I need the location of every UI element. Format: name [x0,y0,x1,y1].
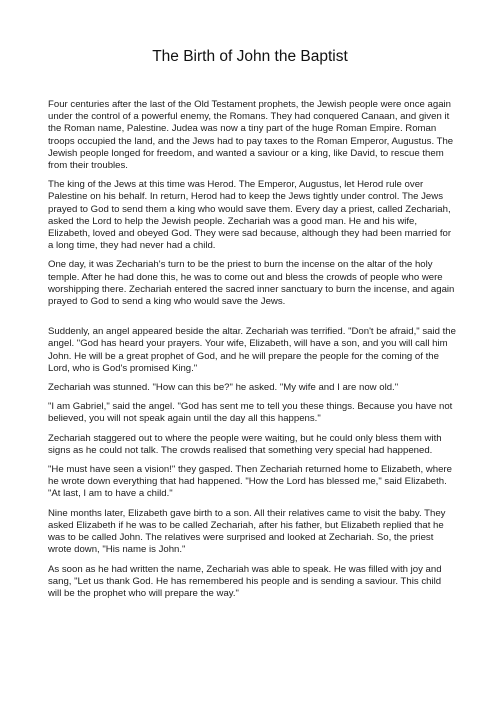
paragraph-5: Zechariah was stunned. "How can this be?" he asked. "My wife and I are now old." [48,382,399,394]
paragraph-6: "I am Gabriel," said the angel. "God has sent me to tell you these things. Because you have not believed, you will not speak again until the day all this happens." [48,401,453,425]
paragraph-7: Zechariah staggered out to where the people were waiting, but he could only bless them with signs as he could not talk. The crowds realised that something very special had happened. [48,432,442,456]
paragraph-2: The king of the Jews at this time was Herod. The Emperor, Augustus, let Herod rule over Palestine on his behalf. In return, Herod had to keep the Jews tightly under control. The Jews prayed to God to send them a king who would save them. Every day a priest, called Zechariah, asked the Lord to help the Jewish people. Zechariah was a good man. He and his wife, Elizabeth, loved and obeyed God. They were sad because, although they had been married for a long time, they had never had a child. [48,179,452,252]
paragraph-10: As soon as he had written the name, Zechariah was able to speak. He was filled with joy and sang, "Let us thank God. He has remembered his people and is sending a saviour. This child will be the prophet who will prepare the way." [48,563,442,599]
page-title: The Birth of John the Baptist [152,48,348,65]
story-body [48,99,456,600]
paragraph-4: Suddenly, an angel appeared beside the altar. Zechariah was terrified. "Don't be afraid," said the angel. "God has heard your prayers. Your wife, Elizabeth, will have a son, and you will call him John. He will be a great prophet of God, and he will prepare the people for the coming of the Lord, who is God's promised King." [48,326,456,374]
paragraph-3: One day, it was Zechariah's turn to be the priest to burn the incense on the altar of the holy temple. After he had done this, he was to come out and bless the crowds of people who were worshipping there. Zechariah entered the sacred inner sanctuary to burn the incense, and again prayed to God to send a king who would save the Jews. [48,259,455,308]
paragraph-8: "He must have seen a vision!" they gasped. Then Zechariah returned home to Elizabeth, where he wrote down everything that had happened. "How the Lord has blessed me," said Elizabeth. "At last, I am to have a child." [48,464,452,500]
paragraph-1: Four centuries after the last of the Old Testament prophets, the Jewish people were once again under the control of a powerful enemy, the Romans. They had conquered Canaan, and given it the Roman name, Palestine. Judea was now a tiny part of the huge Roman Empire. Roman troops occupied the land, and the Jews had to pay taxes to the Roman Emperor, Augustus. The Jewish people longed for freedom, and wanted a saviour or a king, like David, to rescue them from their troubles. [48,99,454,172]
paragraph-9: Nine months later, Elizabeth gave birth to a son. All their relatives came to visit the baby. They asked Elizabeth if he was to be called Zechariah, after his father, but Elizabeth replied that he was to be called John. The relatives were surprised and looked at Zechariah. So, the priest wrote down, "His name is John." [48,507,446,556]
